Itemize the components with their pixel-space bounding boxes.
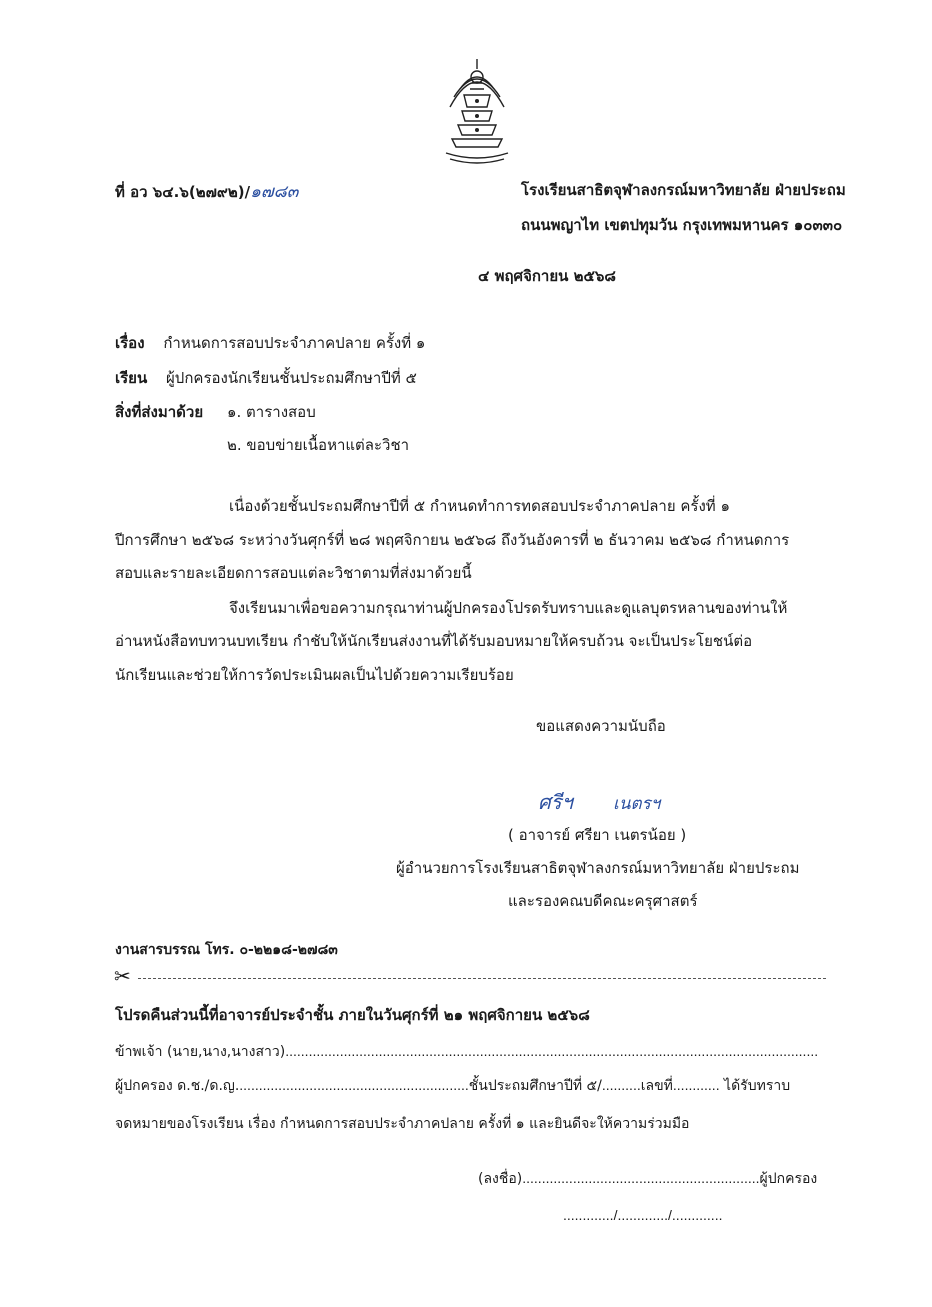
return-slip-line-2	[115, 1075, 790, 1097]
enclosures-label: สิ่งที่ส่งมาด้วย	[115, 403, 204, 421]
acknowledge-label: ได้รับทราบ	[724, 1078, 791, 1094]
recipient-value: ผู้ปกครองนักเรียนชั้นประถมศึกษาปีที่ ๕	[166, 369, 417, 387]
enclosure-item-1: ๑. ตารางสอบ	[227, 403, 316, 421]
body-p1-line-2: ปีการศึกษา ๒๕๖๘ ระหว่างวันศุกร์ที่ ๒๘ พฤศจิกายน ๒๕๖๘ ถึงวันอังคารที่ ๒ ธันวาคม ๒๕๖๘ กำหนดการ	[115, 531, 790, 549]
handwritten-signature	[538, 786, 660, 818]
return-slip-line-3: จดหมายของโรงเรียน เรื่อง กำหนดการสอบประจำภาคปลาย ครั้งที่ ๑ และยินดีจะให้ความร่วมมือ	[115, 1116, 690, 1132]
enclosure-item-2: ๒. ขอบข่ายเนื้อหาแต่ละวิชา	[227, 436, 410, 454]
grade-label: ชั้นประถมศึกษาปีที่ ๕/	[468, 1078, 602, 1094]
parent-signature-line	[478, 1168, 817, 1190]
signatory-name: ( อาจารย์ ศรียา เนตรน้อย )	[508, 826, 687, 844]
letter-date: ๔ พฤศจิกายน ๒๕๖๘	[478, 267, 616, 285]
guardian-name-field[interactable]: .........................................................................................................................................	[285, 1043, 819, 1059]
closing-text: ขอแสดงความนับถือ	[536, 717, 666, 735]
class-room-field[interactable]: ..........	[601, 1077, 641, 1093]
contact-phone: งานสารบรรณ โทร. ๐-๒๒๑๘-๒๗๘๓	[115, 942, 338, 958]
parent-signature-field[interactable]: .............................................................	[522, 1170, 760, 1186]
signature-part-1: ศรีฯ	[538, 790, 573, 814]
student-name-label: ผู้ปกครอง ด.ช./ด.ญ.	[115, 1078, 240, 1094]
student-number-label: เลขที่	[640, 1078, 673, 1094]
signature-part-2: เนตรฯ	[613, 794, 661, 814]
reference-label: ที่ อว ๖๔.๖(๒๗๙๒)/	[115, 183, 251, 201]
body-p1-line-3: สอบและรายละเอียดการสอบแต่ละวิชาตามที่ส่งมาด้วยนี้	[115, 564, 472, 582]
body-p2-line-1: จึงเรียนมาเพื่อขอความกรุณาท่านผู้ปกครองโปรดรับทราบและดูแลบุตรหลานของท่านให้	[229, 599, 788, 617]
student-name-field[interactable]: ...........................................................	[239, 1077, 469, 1093]
recipient-line	[115, 366, 417, 390]
student-number-field[interactable]: ............	[672, 1077, 720, 1093]
body-p2-line-3: นักเรียนและช่วยให้การวัดประเมินผลเป็นไปด้วยความเรียบร้อย	[115, 666, 514, 684]
school-name: โรงเรียนสาธิตจุฬาลงกรณ์มหาวิทยาลัย ฝ่ายประถม	[521, 181, 846, 199]
signatory-position-1: ผู้อำนวยการโรงเรียนสาธิตจุฬาลงกรณ์มหาวิทยาลัย ฝ่ายประถม	[396, 859, 800, 877]
subject-label: เรื่อง	[115, 334, 145, 352]
school-address: ถนนพญาไท เขตปทุมวัน กรุงเทพมหานคร ๑๐๓๓๐	[521, 216, 843, 234]
reference-handwritten-number: ๑๗๘๓	[250, 182, 299, 202]
guardian-name-label: ข้าพเจ้า (นาย,นาง,นางสาว)	[115, 1044, 286, 1060]
signatory-position-2: และรองคณบดีคณะครุศาสตร์	[508, 892, 698, 910]
recipient-label: เรียน	[115, 369, 148, 387]
reference-number	[115, 178, 298, 205]
scissors-icon: ✂	[114, 964, 131, 988]
sign-label: (ลงชื่อ)	[478, 1171, 523, 1187]
body-p2-line-2: อ่านหนังสือทบทวนบทเรียน กำชับให้นักเรียนส่งงานที่ได้รับมอบหมายให้ครบถ้วน จะเป็นประโยชน์ต่อ	[115, 632, 753, 650]
cut-line-divider	[138, 978, 826, 979]
body-p1-line-1: เนื่องด้วยชั้นประถมศึกษาปีที่ ๕ กำหนดทำการทดสอบประจำภาคปลาย ครั้งที่ ๑	[229, 497, 730, 515]
signature-date-field[interactable]: ............./............./.............	[563, 1207, 723, 1223]
subject-line	[115, 331, 425, 355]
subject-value: กำหนดการสอบประจำภาคปลาย ครั้งที่ ๑	[163, 334, 426, 352]
return-slip-heading: โปรดคืนส่วนนี้ที่อาจารย์ประจำชั้น ภายในวันศุกร์ที่ ๒๑ พฤศจิกายน ๒๕๖๘	[115, 1006, 590, 1024]
parent-role-label: ผู้ปกครอง	[759, 1171, 818, 1187]
return-slip-line-1	[115, 1041, 818, 1063]
school-crest-emblem	[442, 55, 512, 167]
